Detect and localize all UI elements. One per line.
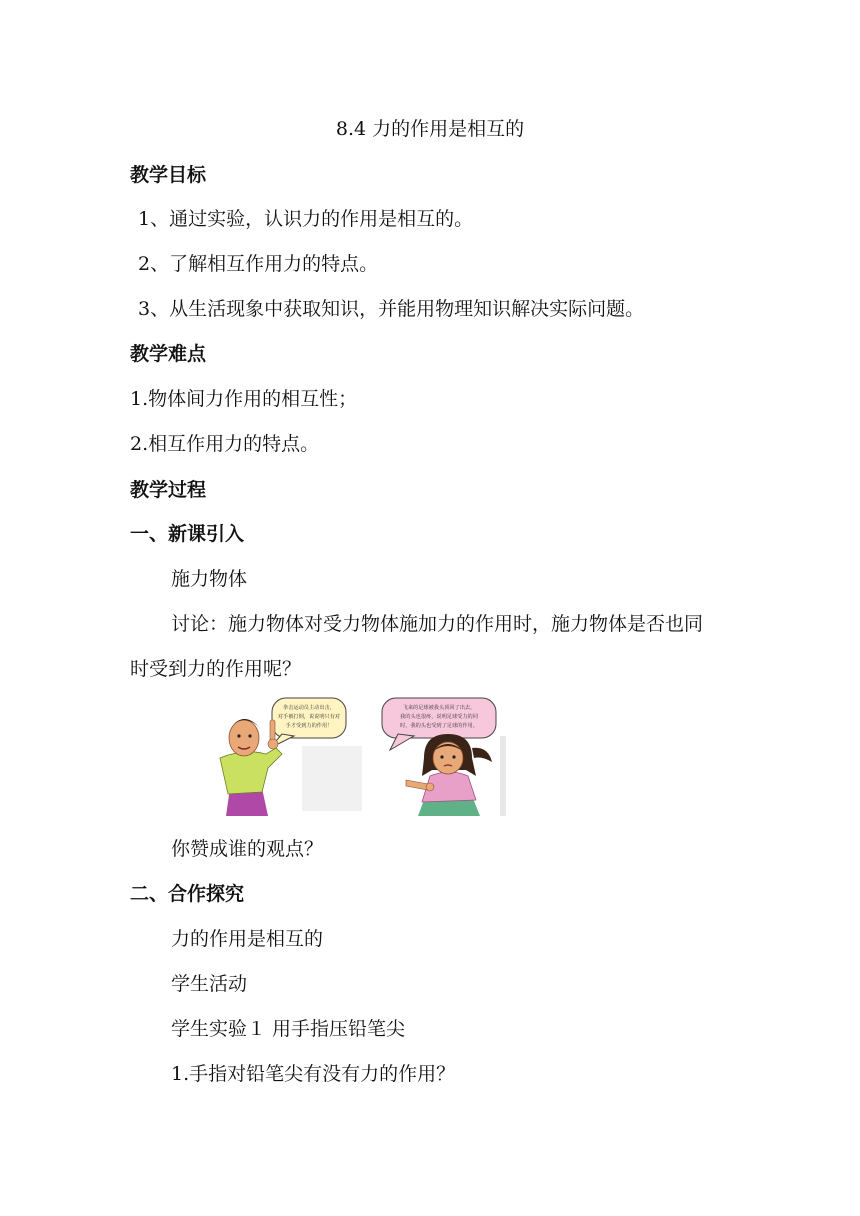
boy-bubble-line-3: 手才受到力的作用！ xyxy=(285,723,333,729)
discussion-line-1: 讨论：施力物体对受力物体施加力的作用时，施力物体是否也同 xyxy=(171,613,704,635)
section1-paragraph-1: 施力物体 xyxy=(171,568,248,590)
process-heading: 教学过程 xyxy=(130,479,207,501)
girl-bubble-line-3: 时，我的头也受到了足球的作用。 xyxy=(400,723,478,729)
objectives-heading: 教学目标 xyxy=(130,164,207,186)
section2-heading: 二、合作探究 xyxy=(130,883,245,905)
objective-item-3: 3、从生活现象中获取知识，并能用物理知识解决实际问题。 xyxy=(138,298,645,320)
difficulty-item-2: 2.相互作用力的特点。 xyxy=(130,433,320,455)
girl-bubble-line-2: 我的头也很疼，说明足球受力的同 xyxy=(400,714,478,720)
difficulties-heading: 教学难点 xyxy=(130,343,207,365)
page-title: 8.4 力的作用是相互的 xyxy=(335,118,525,140)
section2-paragraph-1: 力的作用是相互的 xyxy=(171,928,324,950)
wall-backdrop xyxy=(302,746,362,811)
section1-heading: 一、新课引入 xyxy=(130,523,245,545)
debate-illustration xyxy=(210,696,506,816)
difficulty-item-1: 1.物体间力作用的相互性； xyxy=(130,388,358,410)
section2-paragraph-4: 1.手指对铅笔尖有没有力的作用？ xyxy=(171,1063,456,1085)
boy-bubble-line-1: 拳击运动员主动出击， xyxy=(283,705,335,711)
section2-paragraph-2: 学生活动 xyxy=(171,973,248,995)
discussion-line-2: 时受到力的作用呢？ xyxy=(130,658,302,680)
objective-item-1: 1、通过实验，认识力的作用是相互的。 xyxy=(138,208,474,230)
girl-bubble-line-1: 飞来的足球被我头顶回了出去， xyxy=(402,705,476,711)
boy-bubble-line-2: 对手被打倒，说说明只有对 xyxy=(277,714,341,720)
section2-paragraph-3: 学生实验１ 用手指压铅笔尖 xyxy=(171,1018,406,1040)
wall-edge xyxy=(500,736,506,816)
section1-question: 你赞成谁的观点？ xyxy=(171,838,324,860)
objective-item-2: 2、了解相互作用力的特点。 xyxy=(138,253,379,275)
